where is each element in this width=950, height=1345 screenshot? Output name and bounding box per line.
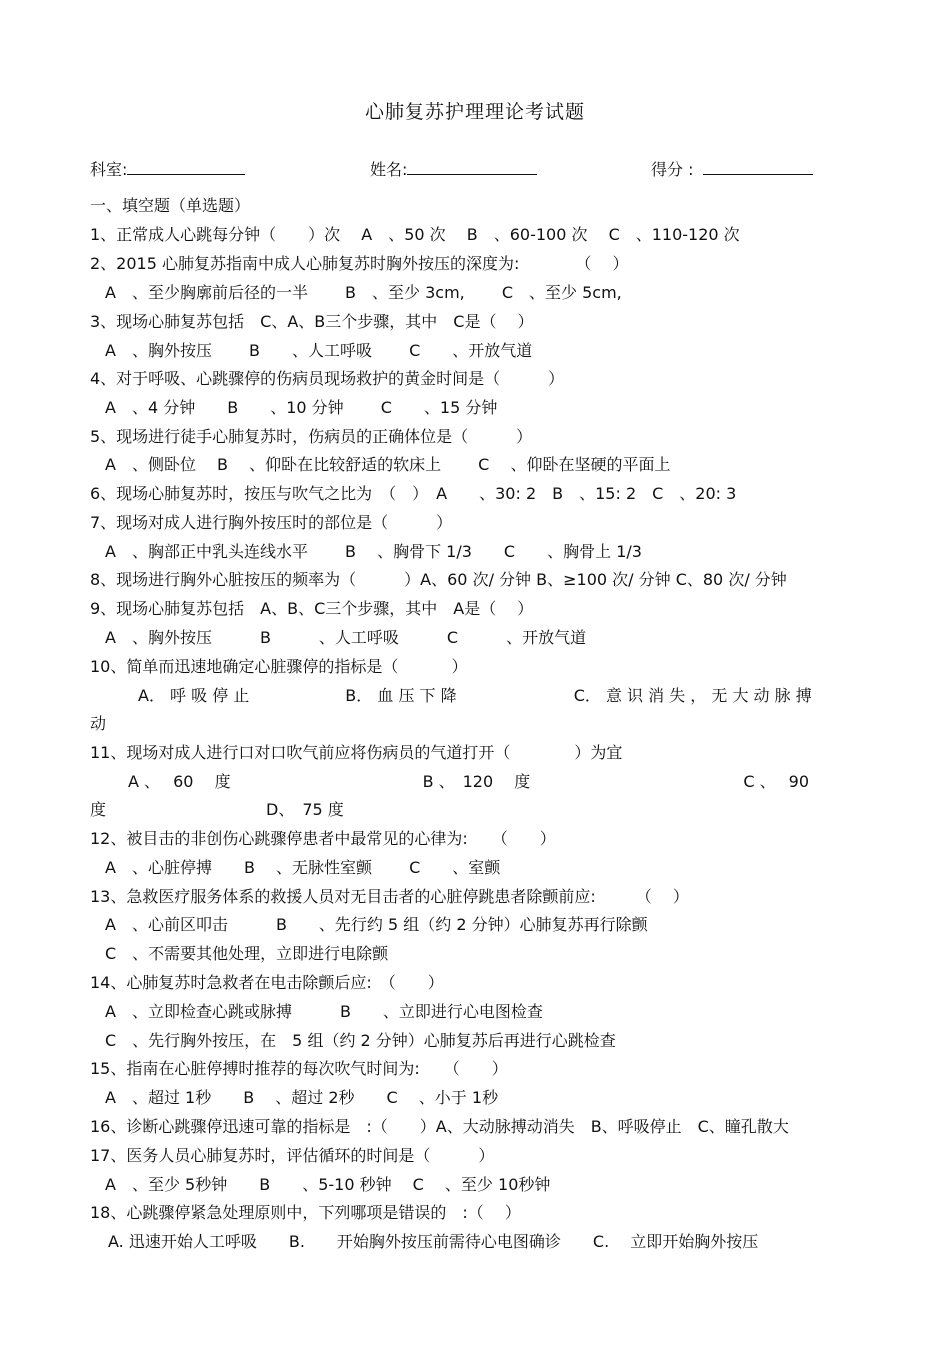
question-line: 11、现场对成人进行口对口吹气前应将伤病员的气道打开（ ）为宜 (90, 743, 623, 762)
question-line: 3、现场心肺复苏包括 C、A、B三个步骤，其中 C是（ ） (90, 312, 534, 331)
option-line: C 、不需要其他处理，立即进行电除颤 (105, 944, 389, 963)
dept-field (90, 158, 245, 180)
question-line: 9、现场心肺复苏包括 A、B、C三个步骤，其中 A是（ ） (90, 599, 534, 618)
question-line: 2、2015 心肺复苏指南中成人心肺复苏时胸外按压的深度为: （ ） (90, 254, 629, 273)
option-line: A 、心前区叩击 B 、先行约 5 组（约 2 分钟）心肺复苏再行除颤 (105, 915, 648, 934)
score-blank (703, 158, 813, 175)
option-line: A 、心脏停搏 B 、无脉性室颤 C 、室颤 (105, 858, 501, 877)
option-continuation: 度 D、 75 度 (90, 800, 344, 819)
question-line: 15、指南在心脏停搏时推荐的每次吹气时间为: （ ） (90, 1059, 508, 1078)
dept-blank (127, 158, 245, 175)
option-line: A. 迅速开始人工呼吸 B. 开始胸外按压前需待心电图确诊 C. 立即开始胸外按压 (108, 1232, 759, 1251)
question-line: 8、现场进行胸外心脏按压的频率为（ ）A、60 次/ 分钟 B、≥100 次/ 分钟 C、80 次/ 分钟 (90, 570, 787, 589)
option-continuation: 动 (90, 714, 107, 733)
option-line: A 、 60 度 B 、 120 度 C 、 90 (128, 772, 810, 791)
section-heading: 一、填空题（单选题） (90, 196, 251, 215)
option-line: A 、立即检查心跳或脉搏 B 、立即进行心电图检查 (105, 1002, 543, 1021)
name-field (370, 158, 537, 180)
question-line: 1、正常成人心跳每分钟（ ）次 A 、50 次 B 、60-100 次 C 、110-120 次 (90, 225, 740, 244)
question-line: 13、急救医疗服务体系的救援人员对无目击者的心脏停跳患者除颤前应: （ ） (90, 887, 689, 906)
name-label: 姓名: (370, 160, 408, 179)
option-line: A 、至少胸廓前后径的一半 B 、至少 3cm, C 、至少 5cm, (105, 283, 622, 302)
question-line: 18、心跳骤停紧急处理原则中，下列哪项是错误的 :（ ） (90, 1203, 521, 1222)
question-line: 10、简单而迅速地确定心脏骤停的指标是（ ） (90, 657, 468, 676)
score-field (651, 158, 813, 180)
question-line: 7、现场对成人进行胸外按压时的部位是（ ） (90, 513, 453, 532)
option-line: A 、胸外按压 B 、人工呼吸 C 、开放气道 (105, 628, 587, 647)
name-blank (407, 158, 537, 175)
option-line: A 、胸部正中乳头连线水平 B 、胸骨下 1/3 C 、胸骨上 1/3 (105, 542, 642, 561)
question-line: 14、心肺复苏时急救者在电击除颤后应: （ ） (90, 973, 444, 992)
option-line: A 、超过 1秒 B 、超过 2秒 C 、小于 1秒 (105, 1088, 499, 1107)
question-line: 5、现场进行徒手心肺复苏时，伤病员的正确体位是（ ） (90, 427, 533, 446)
option-line: A． 呼 吸 停 止 B． 血 压 下 降 C． 意 识 消 失 ， 无 大 动 脉 搏 (138, 686, 812, 705)
option-line: A 、至少 5秒钟 B 、5-10 秒钟 C 、至少 10秒钟 (105, 1175, 551, 1194)
page-title: 心肺复苏护理理论考试题 (364, 101, 585, 123)
question-line: 6、现场心肺复苏时，按压与吹气之比为 （ ） A 、30: 2 B 、15: 2 C 、20: 3 (90, 484, 737, 503)
option-line: A 、4 分钟 B 、10 分钟 C 、15 分钟 (105, 398, 498, 417)
question-line: 16、诊断心跳骤停迅速可靠的指标是 :（ ）A、大动脉搏动消失 B、呼吸停止 C、瞳孔散大 (90, 1117, 789, 1136)
question-line: 4、对于呼吸、心跳骤停的伤病员现场救护的黄金时间是（ ） (90, 369, 565, 388)
option-line: A 、胸外按压 B 、人工呼吸 C 、开放气道 (105, 341, 533, 360)
option-line: C 、先行胸外按压，在 5 组（约 2 分钟）心肺复苏后再进行心跳检查 (105, 1031, 616, 1050)
option-line: A 、侧卧位 B 、仰卧在比较舒适的软床上 C 、仰卧在坚硬的平面上 (105, 455, 671, 474)
dept-label: 科室: (90, 160, 128, 179)
question-line: 17、医务人员心肺复苏时，评估循环的时间是（ ） (90, 1146, 495, 1165)
score-label: 得分 : (651, 160, 694, 179)
question-line: 12、被目击的非创伤心跳骤停患者中最常见的心律为: （ ） (90, 829, 556, 848)
